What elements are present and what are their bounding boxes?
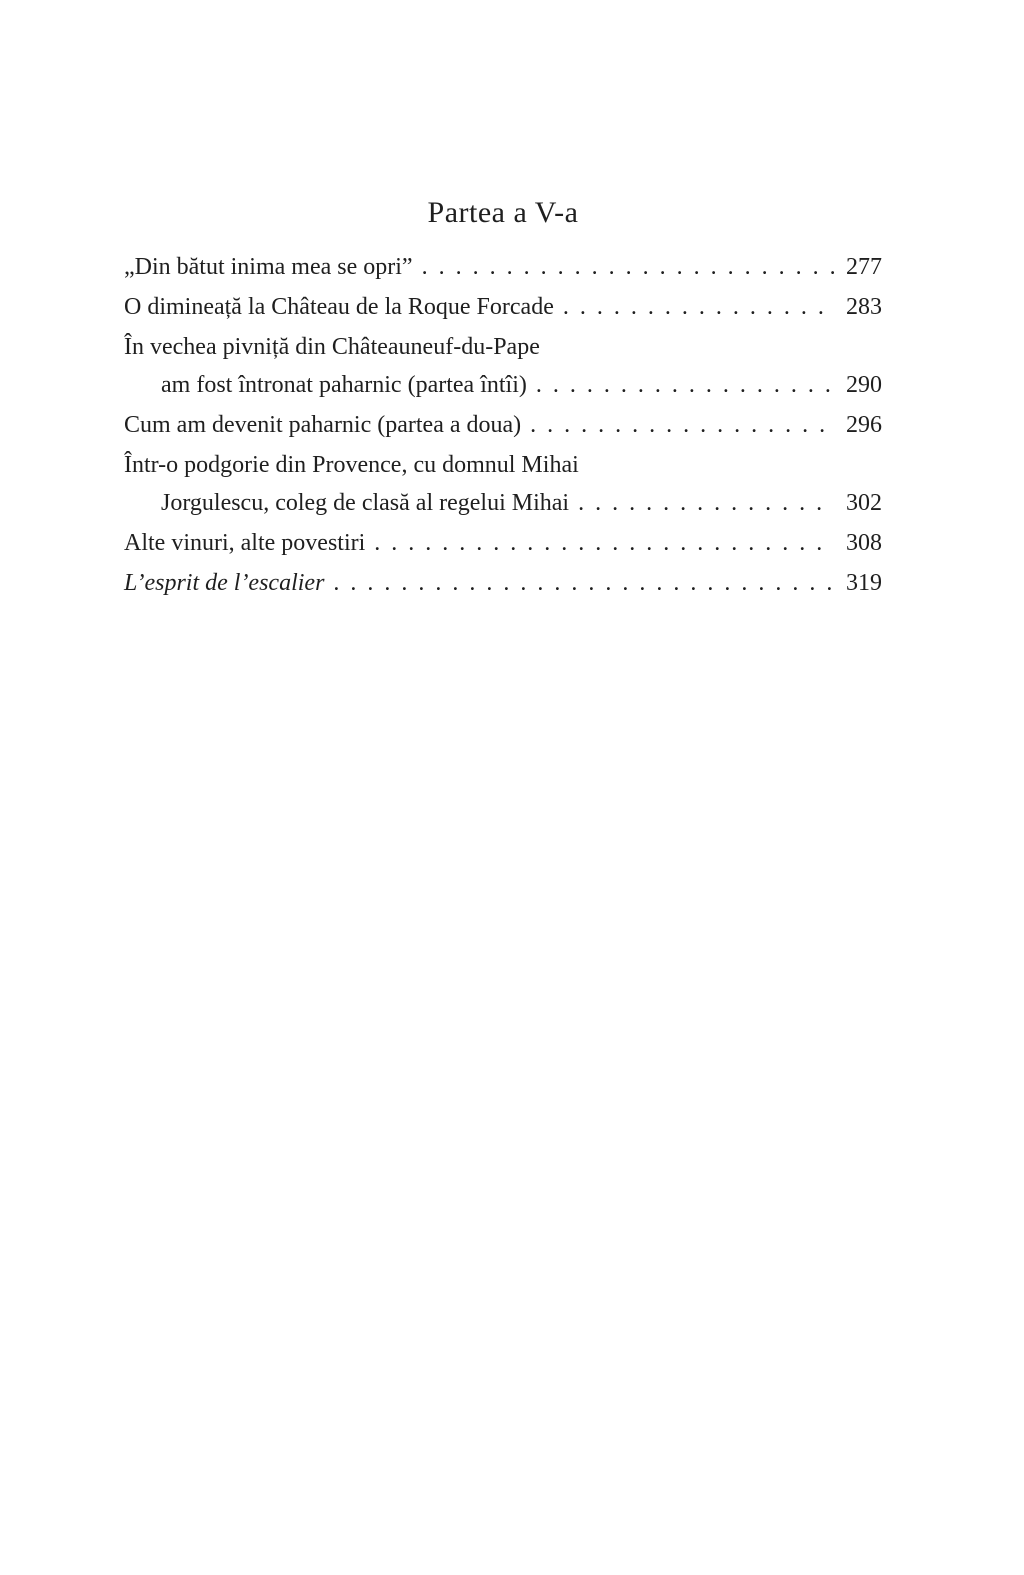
toc-entry	[124, 446, 882, 522]
toc-line	[124, 248, 882, 286]
toc-entry-title: Cum am devenit paharnic (partea a doua)	[124, 412, 522, 438]
toc-line	[124, 524, 882, 562]
toc-entry-title-continuation: Jorgulescu, coleg de clasă al regelui Mihai	[161, 490, 570, 516]
toc-line	[124, 288, 882, 326]
toc-line	[124, 328, 882, 366]
toc-entry-title: Alte vinuri, alte povestiri	[124, 530, 366, 556]
toc-entry-title: O dimineață la Château de la Roque Forcade	[124, 294, 554, 320]
dot-leader	[563, 288, 834, 326]
dot-leader	[530, 406, 834, 444]
toc-entry-title-continuation: am fost întronat paharnic (partea întîi)	[161, 372, 527, 398]
dot-leader	[578, 484, 834, 522]
toc-entry	[124, 288, 882, 326]
table-of-contents	[124, 248, 882, 602]
toc-page-number: 308	[846, 530, 882, 556]
toc-entry	[124, 524, 882, 562]
toc-line	[124, 406, 882, 444]
dot-leader	[536, 366, 834, 404]
toc-line-continuation	[124, 366, 882, 404]
toc-entry	[124, 564, 882, 602]
toc-page-number: 290	[846, 372, 882, 398]
toc-page-number: 277	[846, 254, 882, 280]
toc-page-number: 319	[846, 570, 882, 596]
dot-leader	[333, 564, 834, 602]
toc-entry	[124, 248, 882, 286]
toc-entry	[124, 406, 882, 444]
toc-entry-title: În vechea pivniță din Châteauneuf-du-Pape	[124, 334, 540, 360]
toc-entry-title: L’esprit de l’escalier	[124, 570, 325, 596]
toc-entry-title: „Din bătut inima mea se opri”	[124, 254, 413, 280]
dot-leader	[422, 248, 834, 286]
toc-entry	[124, 328, 882, 404]
toc-line	[124, 564, 882, 602]
dot-leader	[374, 524, 834, 562]
toc-line-continuation	[124, 484, 882, 522]
toc-page-number: 296	[846, 412, 882, 438]
toc-page-number: 302	[846, 490, 882, 516]
page-title: Partea a V-a	[427, 196, 579, 229]
toc-line	[124, 446, 882, 484]
toc-entry-title: Într-o podgorie din Provence, cu domnul Mihai	[124, 452, 579, 478]
toc-page-number: 283	[846, 294, 882, 320]
